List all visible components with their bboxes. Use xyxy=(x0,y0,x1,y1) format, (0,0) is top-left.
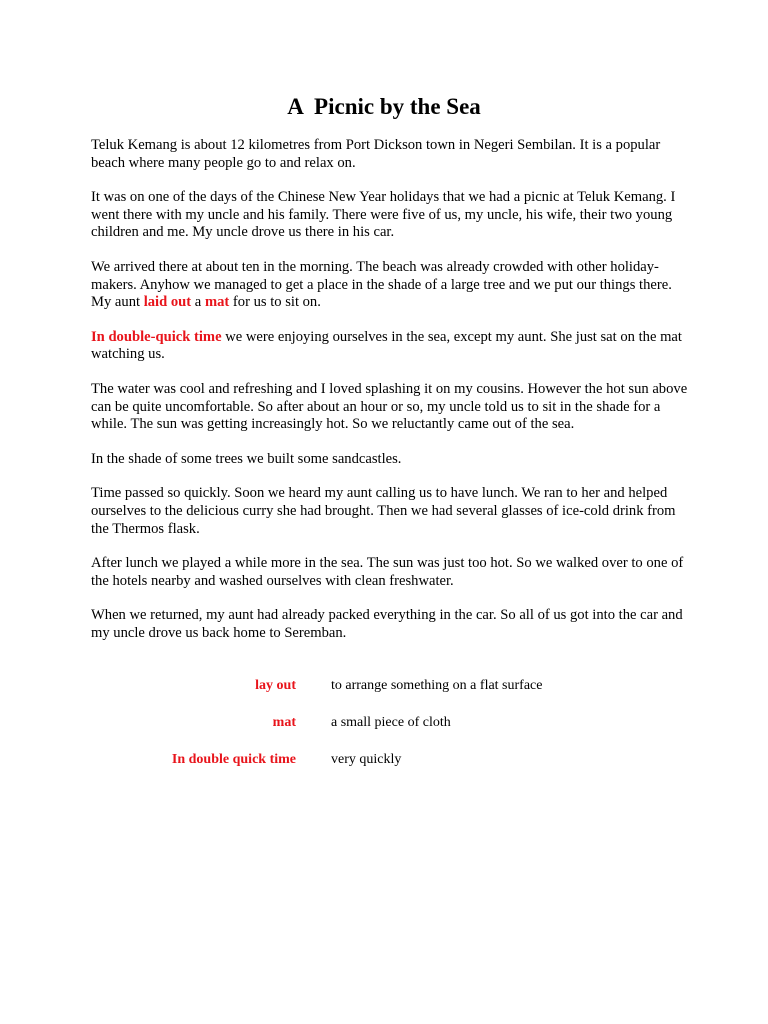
paragraph xyxy=(91,451,691,469)
document-title: A Picnic by the Sea xyxy=(287,94,481,119)
paragraph-text: In the shade of some trees we built some sandcastles. xyxy=(91,450,402,467)
glossary-row xyxy=(0,750,768,770)
paragraph-text: Teluk Kemang is about 12 kilometres from Port Dickson town in Negeri Sembilan. It is a popular beach where many people go to and relax on. xyxy=(91,137,661,171)
paragraph-text: We arrived there at about ten in the morning. The beach was already crowded with other holiday-makers. Anyhow we managed to get a place in the shade of a large tree and we put our things there. My aunt xyxy=(91,258,672,311)
paragraph xyxy=(91,329,691,364)
paragraph xyxy=(91,189,691,242)
paragraph-text: When we returned, my aunt had already packed everything in the car. So all of us got into the car and my uncle drove us back home to Seremban. xyxy=(91,607,683,641)
paragraph-text: Time passed so quickly. Soon we heard my aunt calling us to have lunch. We ran to her and helped ourselves to the delicious curry she had brought. Then we had several glasses of ice-cold drink from the Thermos flask. xyxy=(91,485,676,537)
paragraph-text: we were enjoying ourselves in the sea, except my aunt. She just sat on the mat watching us. xyxy=(91,328,682,363)
highlighted-phrase: laid out xyxy=(143,294,192,311)
glossary-row xyxy=(0,676,768,696)
paragraph-text: After lunch we played a while more in the sea. The sun was just too hot. So we walked over to one of the hotels nearby and washed ourselves with clean freshwater. xyxy=(91,555,684,589)
glossary-term: mat xyxy=(272,715,296,730)
highlighted-phrase: In double-quick time xyxy=(91,328,222,345)
paragraph xyxy=(91,137,691,172)
glossary-row xyxy=(0,713,768,733)
glossary-definition: to arrange something on a flat surface xyxy=(331,678,543,693)
paragraph xyxy=(91,607,691,642)
glossary-definition: very quickly xyxy=(331,752,402,767)
paragraph-text: a xyxy=(191,294,205,311)
paragraph-text: The water was cool and refreshing and I loved splashing it on my cousins. However the hot sun above can be quite uncomfortable. So after about an hour or so, my uncle told us to sit in the shade for a while. The sun was getting increasingly hot. So we reluctantly came out of the sea. xyxy=(91,380,688,433)
glossary-term: lay out xyxy=(255,678,296,693)
glossary-definition: a small piece of cloth xyxy=(331,715,451,730)
highlighted-phrase: mat xyxy=(204,294,230,311)
paragraph xyxy=(91,555,691,590)
paragraph-text: for us to sit on. xyxy=(229,294,321,311)
paragraph xyxy=(91,381,691,434)
paragraph xyxy=(91,259,691,312)
document-body xyxy=(91,137,691,659)
paragraph xyxy=(91,485,691,538)
paragraph-text: It was on one of the days of the Chinese New Year holidays that we had a picnic at Teluk Kemang. I went there with my uncle and his family. There were five of us, my uncle, his wife, their two young children and me. My uncle drove us there in his car. xyxy=(91,189,676,241)
glossary-term: In double quick time xyxy=(171,752,296,767)
